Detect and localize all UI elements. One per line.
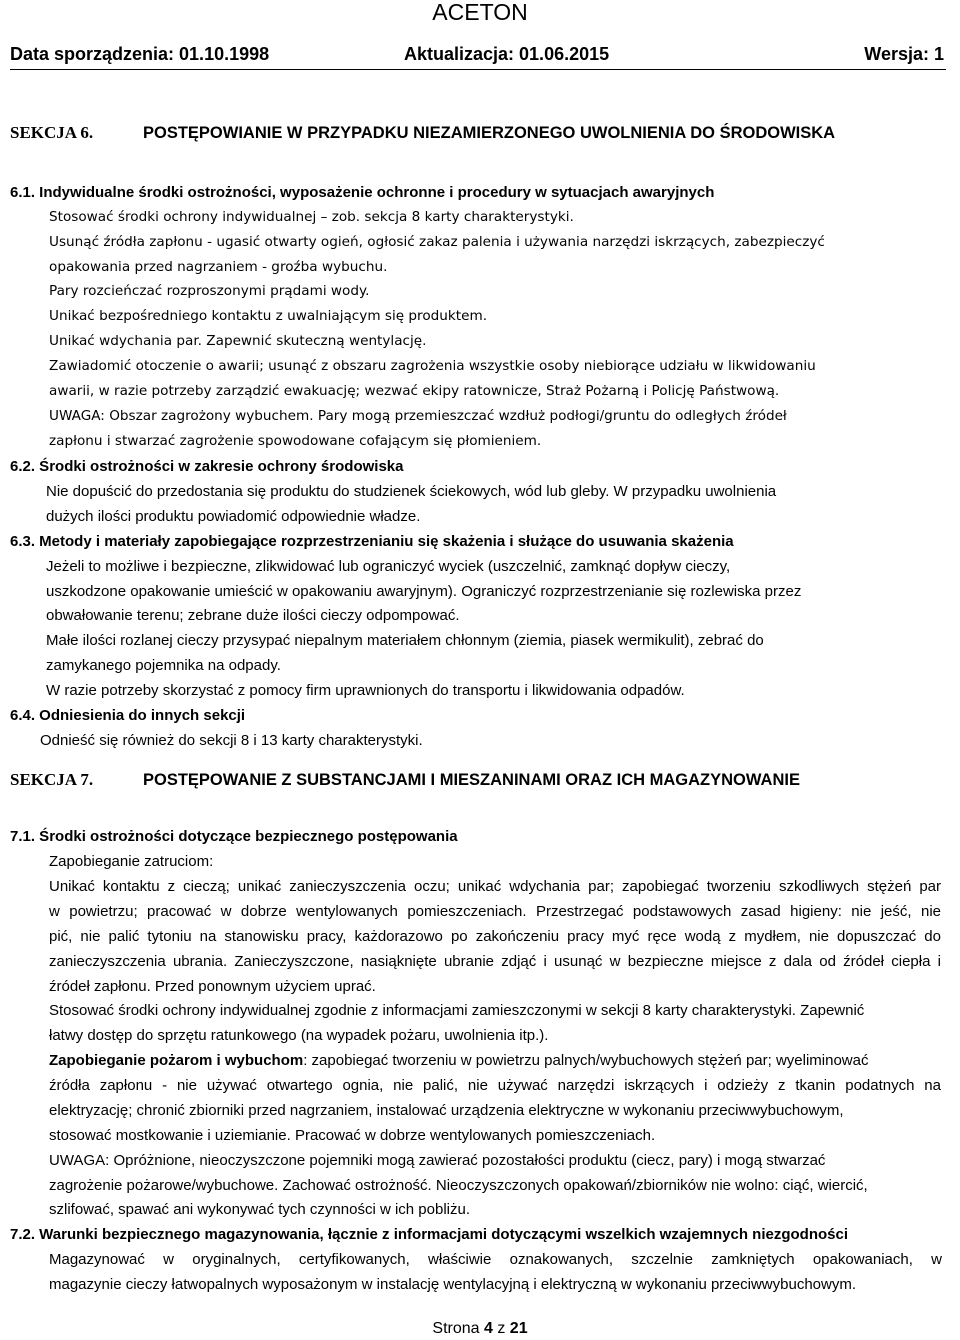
text-line: zamykanego pojemnika na odpady.	[46, 657, 281, 674]
subsection-7-1-subheading: Zapobieganie zatruciom:	[49, 853, 214, 870]
text-line: zapłonu i stwarzać zagrożenie spowodowane cofającym się płomieniem.	[49, 433, 542, 449]
text-line: Stosować środki ochrony indywidualnej zgodnie z informacjami zamieszczonymi w sekcji 8 karty charakterystyki. Zapewnić	[49, 1002, 865, 1019]
text-line: źródła zapłonu - nie używać otwartego ognia, nie palić, nie używać narzędzi iskrzących i odzieży z tkanin podatnych na	[49, 1077, 941, 1094]
text-line: Unikać bezpośredniego kontaktu z uwalniającym się produktem.	[49, 308, 488, 324]
text-line: szlifować, spawać ani wykonywać tych czynności w ich pobliżu.	[49, 1201, 471, 1218]
text-line: Magazynować w oryginalnych, certyfikowanych, właściwie oznakowanych, szczelnie zamkniętych opakowaniach, w	[49, 1251, 942, 1268]
text-line: Stosować środki ochrony indywidualnej – zob. sekcja 8 karty charakterystyki.	[49, 209, 574, 225]
text-line: Jeżeli to możliwe i bezpieczne, zlikwidować lub ograniczyć wyciek (uszczelnić, zamknąć dopływ cieczy,	[46, 558, 731, 575]
text-line: źródeł zapłonu. Przed ponownym użyciem uprać.	[49, 978, 376, 995]
version: Wersja: 1	[864, 44, 944, 64]
subsection-6-2-title: 6.2. Środki ostrożności w zakresie ochrony środowiska	[10, 458, 404, 475]
document-title: ACETON	[432, 0, 528, 25]
text-line: W razie potrzeby skorzystać z pomocy firm uprawnionych do transportu i likwidowania odpadów.	[46, 682, 685, 699]
text-line: Usunąć źródła zapłonu - ugasić otwarty ogień, ogłosić zakaz palenia i używania narzędzi iskrzących, zabezpieczyć	[49, 234, 825, 250]
subsection-6-4-title: 6.4. Odniesienia do innych sekcji	[10, 707, 246, 724]
text-line: Unikać wdychania par. Zapewnić skuteczną wentylację.	[49, 333, 427, 349]
text-line: UWAGA: Opróżnione, nieoczyszczone pojemniki mogą zawierać pozostałości produktu (ciecz, pary) i mogą stwarzać	[49, 1152, 826, 1169]
section-7-title: POSTĘPOWANIE Z SUBSTANCJAMI I MIESZANINAMI ORAZ ICH MAGAZYNOWANIE	[143, 771, 800, 789]
text-line: obwałowanie terenu; zebrane duże ilości cieczy odpompować.	[46, 607, 460, 624]
text-line: Nie dopuścić do przedostania się produktu do studzienek ściekowych, wód lub gleby. W przypadku uwolnienia	[46, 483, 777, 500]
page-footer	[0, 1318, 960, 1340]
page-total: 21	[509, 1320, 528, 1337]
text-line: zagrożenie pożarowe/wybuchowe. Zachować ostrożność. Nieoczyszczonych opakowań/zbiorników nie wolno: ciąć, wiercić,	[49, 1177, 868, 1194]
text-line: stosować mostkowanie i uziemianie. Pracować w dobrze wentylowanych pomieszczeniach.	[49, 1127, 656, 1144]
text-line: Unikać kontaktu z cieczą; unikać zanieczyszczenia oczu; unikać wdychania par; zapobiegać tworzeniu szkodliwych stężeń par	[49, 878, 941, 895]
header-divider	[10, 69, 946, 70]
text-line: Małe ilości rozlanej cieczy przysypać niepalnym materiałem chłonnym (ziemia, piasek wermikulit), zebrać do	[46, 632, 764, 649]
section-7-number: SEKCJA 7.	[10, 770, 94, 789]
page-separator: z	[497, 1320, 506, 1337]
updated-date: Aktualizacja: 01.06.2015	[404, 44, 610, 64]
page-prefix: Strona	[432, 1320, 480, 1337]
text-line: zanieczyszczenia ubrania. Zanieczyszczone, nasiąknięte ubranie zdjąć i usunąć w bezpieczne miejsce z dala od źródeł ciepła i	[49, 953, 941, 970]
section-6-title: POSTĘPOWIANIE W PRZYPADKU NIEZAMIERZONEGO UWOLNIENIA DO ŚRODOWISKA	[143, 124, 836, 142]
created-date: Data sporządzenia: 01.10.1998	[10, 44, 270, 64]
subsection-7-2-title: 7.2. Warunki bezpiecznego magazynowania, łącznie z informacjami dotyczącymi wszelkich wzajemnych niezgodności	[10, 1226, 849, 1243]
text-line: pić, nie palić tytoniu na stanowisku pracy, każdorazowo po zakończeniu pracy myć ręce wodą z mydłem, nie dopuszczać do	[49, 928, 941, 945]
text-line: Pary rozcieńczać rozproszonymi prądami wody.	[49, 283, 370, 299]
fire-prevention-text: : zapobiegać tworzeniu w powietrzu palnych/wybuchowych stężeń par; wyeliminować	[303, 1052, 869, 1069]
text-line: awarii, w razie potrzeby zarządzić ewakuację; wezwać ekipy ratownicze, Straż Pożarną i Policję Państwową.	[49, 383, 780, 399]
text-line: uszkodzone opakowanie umieścić w opakowaniu awaryjnym). Ograniczyć rozprzestrzenianie się rozlewiska przez	[46, 583, 802, 600]
text-line: dużych ilości produktu powiadomić odpowiednie władze.	[46, 508, 421, 525]
fire-prevention-label: Zapobieganie pożarom i wybuchom	[49, 1052, 304, 1069]
subsection-6-3-title: 6.3. Metody i materiały zapobiegające rozprzestrzenianiu się skażenia i służące do usuwania skażenia	[10, 533, 734, 550]
text-line: UWAGA: Obszar zagrożony wybuchem. Pary mogą przemieszczać wzdłuż podłogi/gruntu do odległych źródeł	[49, 408, 787, 424]
text-line	[49, 1050, 868, 1072]
page-number: 4	[483, 1320, 493, 1337]
text-line: Odnieść się również do sekcji 8 i 13 karty charakterystyki.	[40, 732, 423, 749]
section-6-number: SEKCJA 6.	[10, 123, 94, 142]
text-line: w powietrzu; pracować w dobrze wentylowanych pomieszczeniach. Przestrzegać podstawowych zasad higieny: nie jeść, nie	[49, 903, 941, 920]
text-line: Zawiadomić otoczenie o awarii; usunąć z obszaru zagrożenia wszystkie osoby niebiorące udziału w likwidowaniu	[49, 358, 816, 374]
subsection-6-1-title: 6.1. Indywidualne środki ostrożności, wyposażenie ochronne i procedury w sytuacjach awaryjnych	[10, 184, 715, 201]
text-line: magazynie cieczy łatwopalnych wyposażonym w instalację wentylacyjną i elektryczną w wykonaniu przeciwwybuchowym.	[49, 1276, 857, 1293]
text-line: opakowania przed nagrzaniem - groźba wybuchu.	[49, 259, 388, 275]
text-line: elektryzację; chronić zbiorniki przed nagrzaniem, instalować urządzenia elektryczne w wykonaniu przeciwwybuchowym,	[49, 1102, 844, 1119]
subsection-7-1-title: 7.1. Środki ostrożności dotyczące bezpiecznego postępowania	[10, 828, 458, 845]
text-line: łatwy dostęp do sprzętu ratunkowego (na wypadek pożaru, uwolnienia itp.).	[49, 1027, 549, 1044]
